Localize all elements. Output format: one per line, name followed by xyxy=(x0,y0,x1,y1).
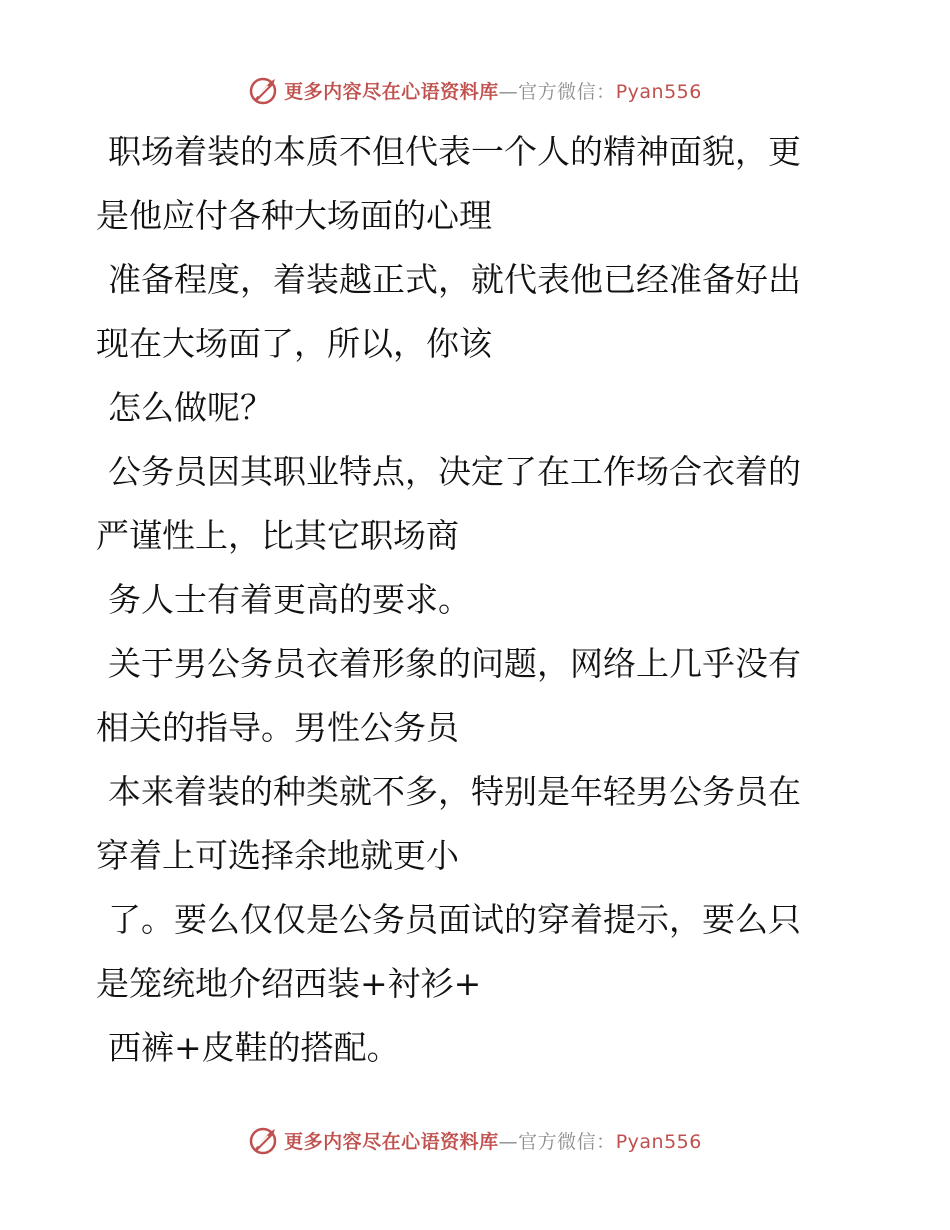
brand-text: 更多内容尽在心语资料库 xyxy=(284,80,499,103)
banner-text xyxy=(284,1127,702,1154)
paragraph: 了。要么仅仅是公务员面试的穿着提示，要么只 是笼统地介绍西装+衬衫+ xyxy=(96,900,801,1003)
paragraph: 公务员因其职业特点，决定了在工作场合衣着的 严谨性上，比其它职场商 xyxy=(96,452,801,555)
paragraph: 职场着装的本质不但代表一个人的精神面貌，更 是他应付各种大场面的心理 xyxy=(96,132,801,235)
document-body xyxy=(96,120,836,1080)
wechat-label: 官方微信： xyxy=(518,80,616,103)
quill-pen-logo-icon xyxy=(248,1124,280,1156)
wechat-id: Pyan556 xyxy=(615,80,702,103)
brand-text: 更多内容尽在心语资料库 xyxy=(284,1130,499,1153)
wechat-id: Pyan556 xyxy=(615,1130,702,1153)
paragraph: 务人士有着更高的要求。 xyxy=(108,580,471,619)
quill-pen-logo-icon xyxy=(248,74,280,106)
paragraph: 怎么做呢？ xyxy=(108,388,273,427)
wechat-label: 官方微信： xyxy=(518,1130,616,1153)
footer-banner xyxy=(0,1120,950,1160)
paragraph: 西裤+皮鞋的搭配。 xyxy=(108,1028,400,1067)
paragraph: 本来着装的种类就不多，特别是年轻男公务员在 穿着上可选择余地就更小 xyxy=(96,772,801,875)
banner-text xyxy=(284,77,702,104)
banner-dash: — xyxy=(498,1130,519,1153)
paragraph: 关于男公务员衣着形象的问题，网络上几乎没有 相关的指导。男性公务员 xyxy=(96,644,801,747)
header-banner xyxy=(0,70,950,110)
banner-dash: — xyxy=(498,80,519,103)
paragraph: 准备程度，着装越正式，就代表他已经准备好出 现在大场面了，所以，你该 xyxy=(96,260,801,363)
